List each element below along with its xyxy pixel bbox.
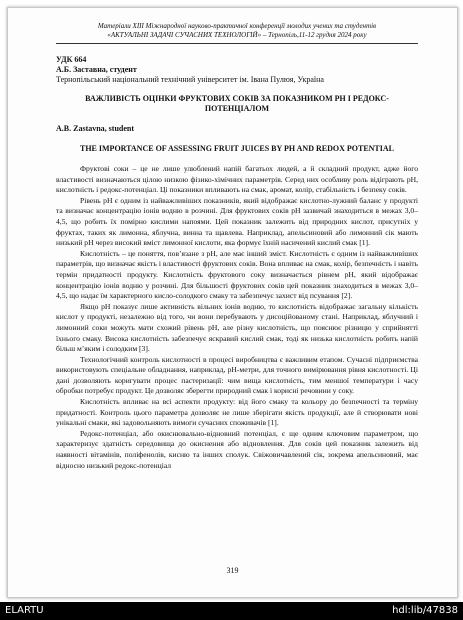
paragraph: Кислотність – це поняття, пов’язане з pH, але має інший зміст. Кислотність є одним із найважливіших параметрів, що визначає якість і властивості фруктових соків. Вона впливає на смак, колір, безпечність і навіть термін придатності продукту. Кислотність фруктового соку визначається рівнем pH, який відображає концентрацію іонів водню у розчині. Для більшості фруктових соків цей показник знаходиться в межах 3,0–4,5, що надає їм характерного кисло-солодкого смаку та забезпечує захист від псування [2]. xyxy=(56,248,418,301)
page-content xyxy=(56,22,418,471)
paragraph: Технологічний контроль кислотності в процесі виробництва є важливим етапом. Сучасні підприємства використовують спеціальне обладнання, наприклад, pH-метри, для точного вимірювання рівня кислотності. Ці дані дозволяють коригувати процес пастеризації: чим вища кислотність, тим меншої температури і часу обробки потребує продукт. Це дозволяє зберегти природний смак і корисні речовини у соку. xyxy=(56,354,418,396)
title-en: THE IMPORTANCE OF ASSESSING FRUIT JUICES BY PH AND REDOX POTENTIAL xyxy=(80,144,394,153)
affiliation: Тернопільський національний технічний університет ім. Івана Пулюя, Україна xyxy=(56,75,324,84)
paragraph: Фруктові соки – це не лише улюблений напій багатьох людей, а й складний продукт, адже його властивості визначаються цілою низкою фізико-хімічних параметрів. Серед них особливу роль відіграють pH, кислотність і редокс-потенціал. Ці показники впливають на смак, аромат, колір, стабільність і безпеку соків. xyxy=(56,164,418,195)
viewer-footer-bar xyxy=(0,602,463,620)
handle-id: hdl:lib/47838 xyxy=(392,605,458,616)
title-ua: ВАЖЛИВІСТЬ ОЦІНКИ ФРУКТОВИХ СОКІВ ЗА ПОКАЗНИКОМ PH І РЕДОКС-ПОТЕНЦІАЛОМ xyxy=(85,94,389,113)
paragraph: Кислотність впливає на всі аспекти продукту: від його смаку та кольору до безпечності та терміну придатності. Контроль цього параметра дозволяє не лише зберігати якість продукції, але й створювати нові унікальні смаки, які задовольняють вимоги сучасних споживачів [1]. xyxy=(56,397,418,428)
document-page xyxy=(7,7,458,598)
author-en: A.B. Zastavna, student xyxy=(56,124,135,133)
udk-code: УДК 664 xyxy=(56,55,87,64)
paragraph: Якщо pH показує лише активність вільних іонів водню, то кислотність відображає загальну кількість кислот у продукті, незалежно від того, чи вони перебувають у дисоційованому стані. Наприклад, яблучний і лимонний соки можуть мати схожий рівень pH, але різну кислотність, що пояснює різницю у сприйнятті їхнього смаку. Висока кислотність забезпечує яскравий кислий смак, тоді як низька кислотність робить напій більш м’яким і солодким [3]. xyxy=(56,301,418,354)
paragraph: Редокс-потенціал, або окиснювально-відновний потенціал, є ще одним ключовим параметром, що характеризує здатність середовища до окиснення або відновлення. Для соків цей показник залежить від наявності вітамінів, поліфенолів, кисню та інших сполук. Свіжовичавлений сік, зокрема апельсиновий, має відносно низький редокс-потенціал xyxy=(56,428,418,470)
repository-name: ELARTU xyxy=(5,605,44,616)
author-ua: А.Б. Заставна, студент xyxy=(56,65,137,74)
header-line-2: «АКТУАЛЬНІ ЗАДАЧІ СУЧАСНИХ ТЕХНОЛОГІЙ» – Тернопіль,11-12 грудня 2024 року xyxy=(107,31,367,39)
paragraph: Рівень pH є одним із найважливіших показників, який відображає кислотно-лужний баланс у продукті та визначає концентрацію іонів водню в розчині. Для фруктових соків pH зазвичай знаходиться в межах 3,0–4,5, що робить їх помірно кислими напоями. Цей показник залежить від природних кислот, присутніх у фруктах, таких як лимонна, яблучна, винна та щавлева. Наприклад, апельсиновий або лимонний сік мають низький pH через високий вміст лимонної кислоти, яка формує їхній насичений кислий смак [1]. xyxy=(56,195,418,248)
page-number: 319 xyxy=(226,566,239,575)
conference-header xyxy=(56,22,418,44)
header-line-1: Матеріали XIII Міжнародної науково-практичної конференції молодих учених та студентів xyxy=(97,22,377,30)
